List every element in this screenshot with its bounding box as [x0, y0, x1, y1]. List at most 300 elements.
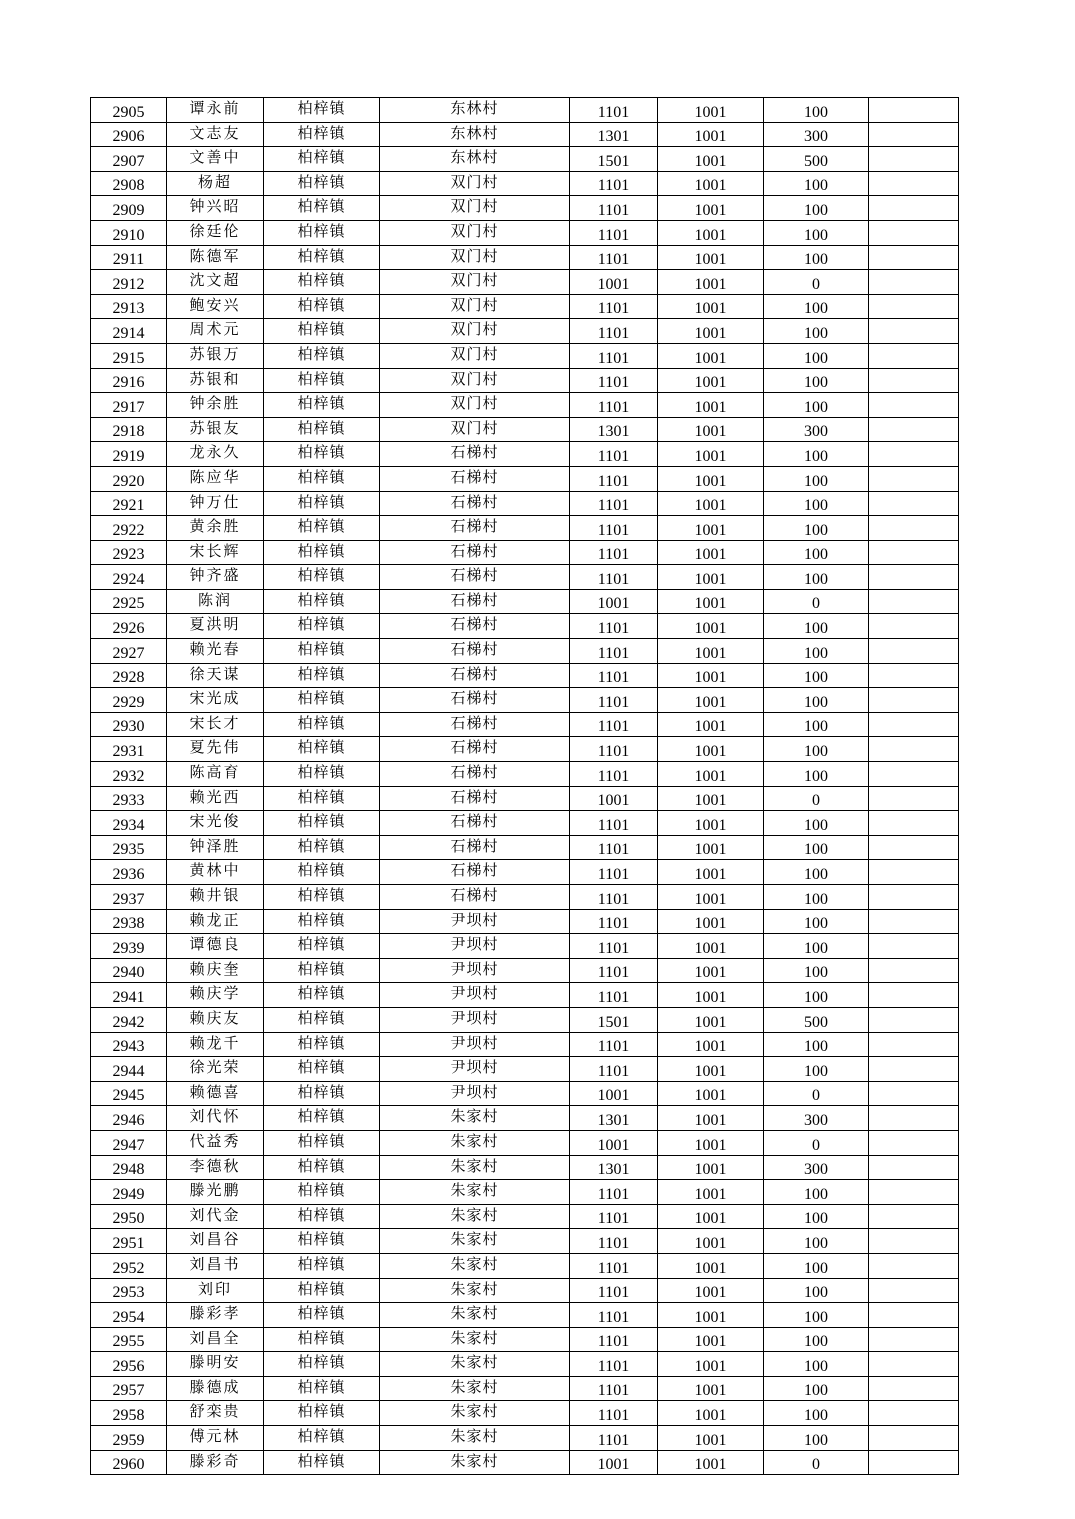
cell-amount: 0: [764, 589, 869, 614]
cell-note: [869, 737, 959, 762]
cell-serial: 2934: [91, 811, 167, 836]
cell-value-b: 1001: [658, 220, 764, 245]
cell-village: 尹坝村: [380, 934, 570, 959]
cell-town: 柏梓镇: [264, 98, 380, 123]
cell-value-a: 1101: [570, 639, 658, 664]
cell-value-b: 1001: [658, 786, 764, 811]
cell-amount: 0: [764, 786, 869, 811]
cell-note: [869, 245, 959, 270]
cell-note: [869, 196, 959, 221]
table-row: [91, 270, 959, 295]
cell-village: 东林村: [380, 147, 570, 172]
table-row: [91, 1130, 959, 1155]
cell-village: 石梯村: [380, 639, 570, 664]
cell-serial: 2952: [91, 1253, 167, 1278]
cell-value-b: 1001: [658, 1057, 764, 1082]
cell-value-b: 1001: [658, 1303, 764, 1328]
cell-serial: 2933: [91, 786, 167, 811]
cell-value-a: 1101: [570, 1376, 658, 1401]
cell-town: 柏梓镇: [264, 860, 380, 885]
cell-serial: 2925: [91, 589, 167, 614]
cell-town: 柏梓镇: [264, 958, 380, 983]
cell-name: 沈文超: [167, 270, 264, 295]
cell-town: 柏梓镇: [264, 737, 380, 762]
cell-amount: 100: [764, 1229, 869, 1254]
cell-note: [869, 1278, 959, 1303]
cell-serial: 2955: [91, 1327, 167, 1352]
table-row: [91, 1229, 959, 1254]
cell-note: [869, 983, 959, 1008]
cell-town: 柏梓镇: [264, 368, 380, 393]
cell-value-b: 1001: [658, 1450, 764, 1475]
cell-value-a: 1301: [570, 122, 658, 147]
table-row: [91, 1278, 959, 1303]
cell-name: 刘代金: [167, 1204, 264, 1229]
cell-value-b: 1001: [658, 122, 764, 147]
cell-amount: 100: [764, 688, 869, 713]
cell-name: 赖庆学: [167, 983, 264, 1008]
cell-town: 柏梓镇: [264, 220, 380, 245]
cell-name: 文善中: [167, 147, 264, 172]
cell-name: 文志友: [167, 122, 264, 147]
cell-amount: 0: [764, 1450, 869, 1475]
cell-village: 朱家村: [380, 1229, 570, 1254]
cell-town: 柏梓镇: [264, 934, 380, 959]
cell-town: 柏梓镇: [264, 1376, 380, 1401]
cell-town: 柏梓镇: [264, 319, 380, 344]
cell-town: 柏梓镇: [264, 294, 380, 319]
cell-village: 尹坝村: [380, 1007, 570, 1032]
cell-village: 双门村: [380, 270, 570, 295]
table-row: [91, 934, 959, 959]
cell-note: [869, 368, 959, 393]
table-row: [91, 688, 959, 713]
table-row: [91, 294, 959, 319]
cell-value-a: 1101: [570, 688, 658, 713]
cell-town: 柏梓镇: [264, 1401, 380, 1426]
cell-value-a: 1501: [570, 147, 658, 172]
cell-village: 石梯村: [380, 885, 570, 910]
cell-amount: 100: [764, 737, 869, 762]
cell-value-a: 1101: [570, 196, 658, 221]
cell-name: 谭德良: [167, 934, 264, 959]
cell-value-a: 1101: [570, 909, 658, 934]
cell-value-a: 1101: [570, 466, 658, 491]
cell-note: [869, 442, 959, 467]
cell-name: 赖德喜: [167, 1081, 264, 1106]
cell-value-a: 1101: [570, 393, 658, 418]
cell-amount: 100: [764, 343, 869, 368]
cell-town: 柏梓镇: [264, 1204, 380, 1229]
cell-value-b: 1001: [658, 885, 764, 910]
cell-serial: 2931: [91, 737, 167, 762]
cell-value-a: 1001: [570, 1450, 658, 1475]
table-row: [91, 1106, 959, 1131]
cell-value-b: 1001: [658, 442, 764, 467]
cell-value-b: 1001: [658, 1401, 764, 1426]
cell-serial: 2908: [91, 171, 167, 196]
cell-note: [869, 1081, 959, 1106]
cell-name: 滕彩孝: [167, 1303, 264, 1328]
cell-name: 鲍安兴: [167, 294, 264, 319]
table-row: [91, 1450, 959, 1475]
cell-serial: 2929: [91, 688, 167, 713]
table-row: [91, 1327, 959, 1352]
cell-serial: 2954: [91, 1303, 167, 1328]
cell-town: 柏梓镇: [264, 589, 380, 614]
table-row: [91, 811, 959, 836]
cell-town: 柏梓镇: [264, 491, 380, 516]
cell-note: [869, 860, 959, 885]
cell-serial: 2958: [91, 1401, 167, 1426]
cell-note: [869, 639, 959, 664]
cell-value-a: 1101: [570, 319, 658, 344]
cell-town: 柏梓镇: [264, 1081, 380, 1106]
cell-town: 柏梓镇: [264, 1130, 380, 1155]
table-row: [91, 393, 959, 418]
cell-serial: 2941: [91, 983, 167, 1008]
cell-value-b: 1001: [658, 614, 764, 639]
cell-village: 石梯村: [380, 466, 570, 491]
cell-town: 柏梓镇: [264, 786, 380, 811]
table-row: [91, 1155, 959, 1180]
cell-village: 尹坝村: [380, 909, 570, 934]
cell-town: 柏梓镇: [264, 614, 380, 639]
cell-value-a: 1301: [570, 417, 658, 442]
cell-note: [869, 565, 959, 590]
cell-amount: 100: [764, 98, 869, 123]
cell-amount: 100: [764, 1327, 869, 1352]
cell-note: [869, 934, 959, 959]
cell-value-b: 1001: [658, 270, 764, 295]
cell-amount: 100: [764, 1426, 869, 1451]
cell-name: 赖井银: [167, 885, 264, 910]
cell-village: 东林村: [380, 98, 570, 123]
cell-value-b: 1001: [658, 1426, 764, 1451]
cell-note: [869, 1032, 959, 1057]
cell-name: 刘代怀: [167, 1106, 264, 1131]
cell-value-a: 1001: [570, 589, 658, 614]
table-row: [91, 835, 959, 860]
cell-value-b: 1001: [658, 909, 764, 934]
cell-town: 柏梓镇: [264, 393, 380, 418]
cell-village: 双门村: [380, 393, 570, 418]
cell-note: [869, 958, 959, 983]
cell-name: 谭永前: [167, 98, 264, 123]
cell-village: 尹坝村: [380, 983, 570, 1008]
cell-amount: 100: [764, 540, 869, 565]
cell-amount: 100: [764, 909, 869, 934]
cell-name: 赖光春: [167, 639, 264, 664]
cell-note: [869, 220, 959, 245]
cell-value-a: 1101: [570, 1278, 658, 1303]
cell-note: [869, 319, 959, 344]
cell-amount: 300: [764, 122, 869, 147]
cell-name: 陈应华: [167, 466, 264, 491]
cell-value-b: 1001: [658, 589, 764, 614]
table-row: [91, 1303, 959, 1328]
cell-note: [869, 688, 959, 713]
cell-note: [869, 1303, 959, 1328]
cell-serial: 2960: [91, 1450, 167, 1475]
cell-amount: 100: [764, 1303, 869, 1328]
cell-amount: 100: [764, 319, 869, 344]
cell-value-b: 1001: [658, 1106, 764, 1131]
cell-note: [869, 343, 959, 368]
cell-amount: 100: [764, 1180, 869, 1205]
cell-amount: 100: [764, 245, 869, 270]
cell-amount: 100: [764, 1352, 869, 1377]
cell-village: 石梯村: [380, 786, 570, 811]
cell-value-a: 1101: [570, 540, 658, 565]
cell-value-b: 1001: [658, 663, 764, 688]
cell-town: 柏梓镇: [264, 466, 380, 491]
cell-serial: 2935: [91, 835, 167, 860]
cell-note: [869, 466, 959, 491]
cell-amount: 0: [764, 1130, 869, 1155]
cell-amount: 100: [764, 1057, 869, 1082]
cell-value-a: 1101: [570, 98, 658, 123]
cell-serial: 2909: [91, 196, 167, 221]
cell-amount: 300: [764, 1106, 869, 1131]
cell-village: 石梯村: [380, 589, 570, 614]
cell-village: 石梯村: [380, 540, 570, 565]
cell-serial: 2930: [91, 712, 167, 737]
cell-name: 宋光成: [167, 688, 264, 713]
cell-amount: 100: [764, 639, 869, 664]
cell-name: 宋长才: [167, 712, 264, 737]
cell-note: [869, 1426, 959, 1451]
cell-amount: 100: [764, 196, 869, 221]
table-row: [91, 958, 959, 983]
cell-name: 苏银和: [167, 368, 264, 393]
cell-town: 柏梓镇: [264, 811, 380, 836]
cell-village: 朱家村: [380, 1106, 570, 1131]
cell-village: 尹坝村: [380, 958, 570, 983]
cell-town: 柏梓镇: [264, 516, 380, 541]
cell-town: 柏梓镇: [264, 909, 380, 934]
cell-town: 柏梓镇: [264, 835, 380, 860]
cell-amount: 100: [764, 1253, 869, 1278]
table-row: [91, 712, 959, 737]
cell-village: 朱家村: [380, 1253, 570, 1278]
table-row: [91, 417, 959, 442]
cell-serial: 2942: [91, 1007, 167, 1032]
cell-value-b: 1001: [658, 1352, 764, 1377]
cell-value-a: 1101: [570, 1180, 658, 1205]
cell-village: 双门村: [380, 319, 570, 344]
cell-name: 李德秋: [167, 1155, 264, 1180]
cell-village: 石梯村: [380, 663, 570, 688]
cell-amount: 300: [764, 417, 869, 442]
cell-serial: 2943: [91, 1032, 167, 1057]
cell-name: 滕光鹏: [167, 1180, 264, 1205]
cell-value-a: 1101: [570, 885, 658, 910]
cell-town: 柏梓镇: [264, 1253, 380, 1278]
cell-village: 石梯村: [380, 835, 570, 860]
cell-village: 石梯村: [380, 565, 570, 590]
cell-serial: 2906: [91, 122, 167, 147]
cell-name: 代益秀: [167, 1130, 264, 1155]
cell-value-a: 1101: [570, 220, 658, 245]
cell-name: 钟泽胜: [167, 835, 264, 860]
cell-note: [869, 589, 959, 614]
cell-value-a: 1301: [570, 1106, 658, 1131]
cell-village: 双门村: [380, 196, 570, 221]
cell-town: 柏梓镇: [264, 417, 380, 442]
cell-value-a: 1101: [570, 171, 658, 196]
cell-village: 双门村: [380, 294, 570, 319]
cell-value-a: 1101: [570, 1032, 658, 1057]
table-row: [91, 98, 959, 123]
cell-name: 黄余胜: [167, 516, 264, 541]
cell-name: 刘昌全: [167, 1327, 264, 1352]
cell-town: 柏梓镇: [264, 885, 380, 910]
cell-village: 石梯村: [380, 860, 570, 885]
table-row: [91, 614, 959, 639]
cell-value-b: 1001: [658, 466, 764, 491]
cell-serial: 2944: [91, 1057, 167, 1082]
cell-note: [869, 516, 959, 541]
cell-value-a: 1001: [570, 786, 658, 811]
cell-serial: 2916: [91, 368, 167, 393]
cell-town: 柏梓镇: [264, 1352, 380, 1377]
cell-value-b: 1001: [658, 1376, 764, 1401]
cell-name: 舒栾贵: [167, 1401, 264, 1426]
cell-value-a: 1101: [570, 835, 658, 860]
table-row: [91, 762, 959, 787]
cell-note: [869, 1007, 959, 1032]
cell-note: [869, 1130, 959, 1155]
cell-value-b: 1001: [658, 983, 764, 1008]
cell-amount: 100: [764, 1032, 869, 1057]
cell-amount: 100: [764, 1204, 869, 1229]
cell-amount: 100: [764, 1376, 869, 1401]
cell-town: 柏梓镇: [264, 1180, 380, 1205]
cell-serial: 2940: [91, 958, 167, 983]
cell-serial: 2922: [91, 516, 167, 541]
cell-serial: 2923: [91, 540, 167, 565]
cell-name: 钟余胜: [167, 393, 264, 418]
cell-serial: 2911: [91, 245, 167, 270]
cell-note: [869, 1376, 959, 1401]
cell-name: 陈润: [167, 589, 264, 614]
cell-value-b: 1001: [658, 1155, 764, 1180]
cell-town: 柏梓镇: [264, 1229, 380, 1254]
cell-village: 朱家村: [380, 1204, 570, 1229]
cell-amount: 100: [764, 220, 869, 245]
cell-note: [869, 294, 959, 319]
cell-town: 柏梓镇: [264, 171, 380, 196]
cell-amount: 100: [764, 442, 869, 467]
cell-name: 徐光荣: [167, 1057, 264, 1082]
cell-value-a: 1101: [570, 1057, 658, 1082]
cell-value-a: 1101: [570, 983, 658, 1008]
cell-amount: 100: [764, 885, 869, 910]
table-row: [91, 442, 959, 467]
cell-value-a: 1101: [570, 737, 658, 762]
cell-value-b: 1001: [658, 171, 764, 196]
table-row: [91, 1032, 959, 1057]
cell-note: [869, 1180, 959, 1205]
cell-name: 陈德军: [167, 245, 264, 270]
table-row: [91, 1057, 959, 1082]
cell-amount: 100: [764, 565, 869, 590]
cell-serial: 2939: [91, 934, 167, 959]
table-row: [91, 1204, 959, 1229]
table-row: [91, 737, 959, 762]
cell-town: 柏梓镇: [264, 1007, 380, 1032]
cell-serial: 2945: [91, 1081, 167, 1106]
cell-village: 朱家村: [380, 1303, 570, 1328]
cell-serial: 2932: [91, 762, 167, 787]
cell-value-a: 1101: [570, 1426, 658, 1451]
cell-value-b: 1001: [658, 1278, 764, 1303]
cell-serial: 2951: [91, 1229, 167, 1254]
cell-value-a: 1101: [570, 1352, 658, 1377]
cell-town: 柏梓镇: [264, 565, 380, 590]
table-row: [91, 663, 959, 688]
cell-note: [869, 1057, 959, 1082]
cell-value-a: 1301: [570, 1155, 658, 1180]
cell-note: [869, 1253, 959, 1278]
cell-serial: 2918: [91, 417, 167, 442]
table-row: [91, 491, 959, 516]
cell-note: [869, 614, 959, 639]
cell-name: 滕明安: [167, 1352, 264, 1377]
cell-value-a: 1101: [570, 294, 658, 319]
cell-value-a: 1101: [570, 712, 658, 737]
cell-town: 柏梓镇: [264, 147, 380, 172]
cell-town: 柏梓镇: [264, 1032, 380, 1057]
cell-village: 石梯村: [380, 516, 570, 541]
cell-name: 傅元林: [167, 1426, 264, 1451]
cell-village: 石梯村: [380, 811, 570, 836]
cell-name: 徐廷伦: [167, 220, 264, 245]
cell-town: 柏梓镇: [264, 639, 380, 664]
cell-amount: 100: [764, 368, 869, 393]
cell-value-b: 1001: [658, 368, 764, 393]
cell-amount: 100: [764, 491, 869, 516]
cell-value-b: 1001: [658, 712, 764, 737]
cell-value-a: 1101: [570, 343, 658, 368]
cell-note: [869, 270, 959, 295]
cell-value-a: 1101: [570, 368, 658, 393]
cell-name: 周术元: [167, 319, 264, 344]
table-row: [91, 1426, 959, 1451]
cell-value-b: 1001: [658, 835, 764, 860]
cell-name: 滕彩奇: [167, 1450, 264, 1475]
cell-value-b: 1001: [658, 516, 764, 541]
cell-serial: 2950: [91, 1204, 167, 1229]
cell-village: 尹坝村: [380, 1032, 570, 1057]
cell-value-b: 1001: [658, 1204, 764, 1229]
cell-value-b: 1001: [658, 934, 764, 959]
cell-village: 东林村: [380, 122, 570, 147]
cell-serial: 2905: [91, 98, 167, 123]
cell-town: 柏梓镇: [264, 688, 380, 713]
table-row: [91, 1401, 959, 1426]
cell-serial: 2936: [91, 860, 167, 885]
cell-town: 柏梓镇: [264, 343, 380, 368]
cell-name: 陈高育: [167, 762, 264, 787]
cell-note: [869, 171, 959, 196]
cell-note: [869, 712, 959, 737]
cell-village: 石梯村: [380, 614, 570, 639]
table-row: [91, 860, 959, 885]
cell-serial: 2953: [91, 1278, 167, 1303]
cell-value-b: 1001: [658, 958, 764, 983]
